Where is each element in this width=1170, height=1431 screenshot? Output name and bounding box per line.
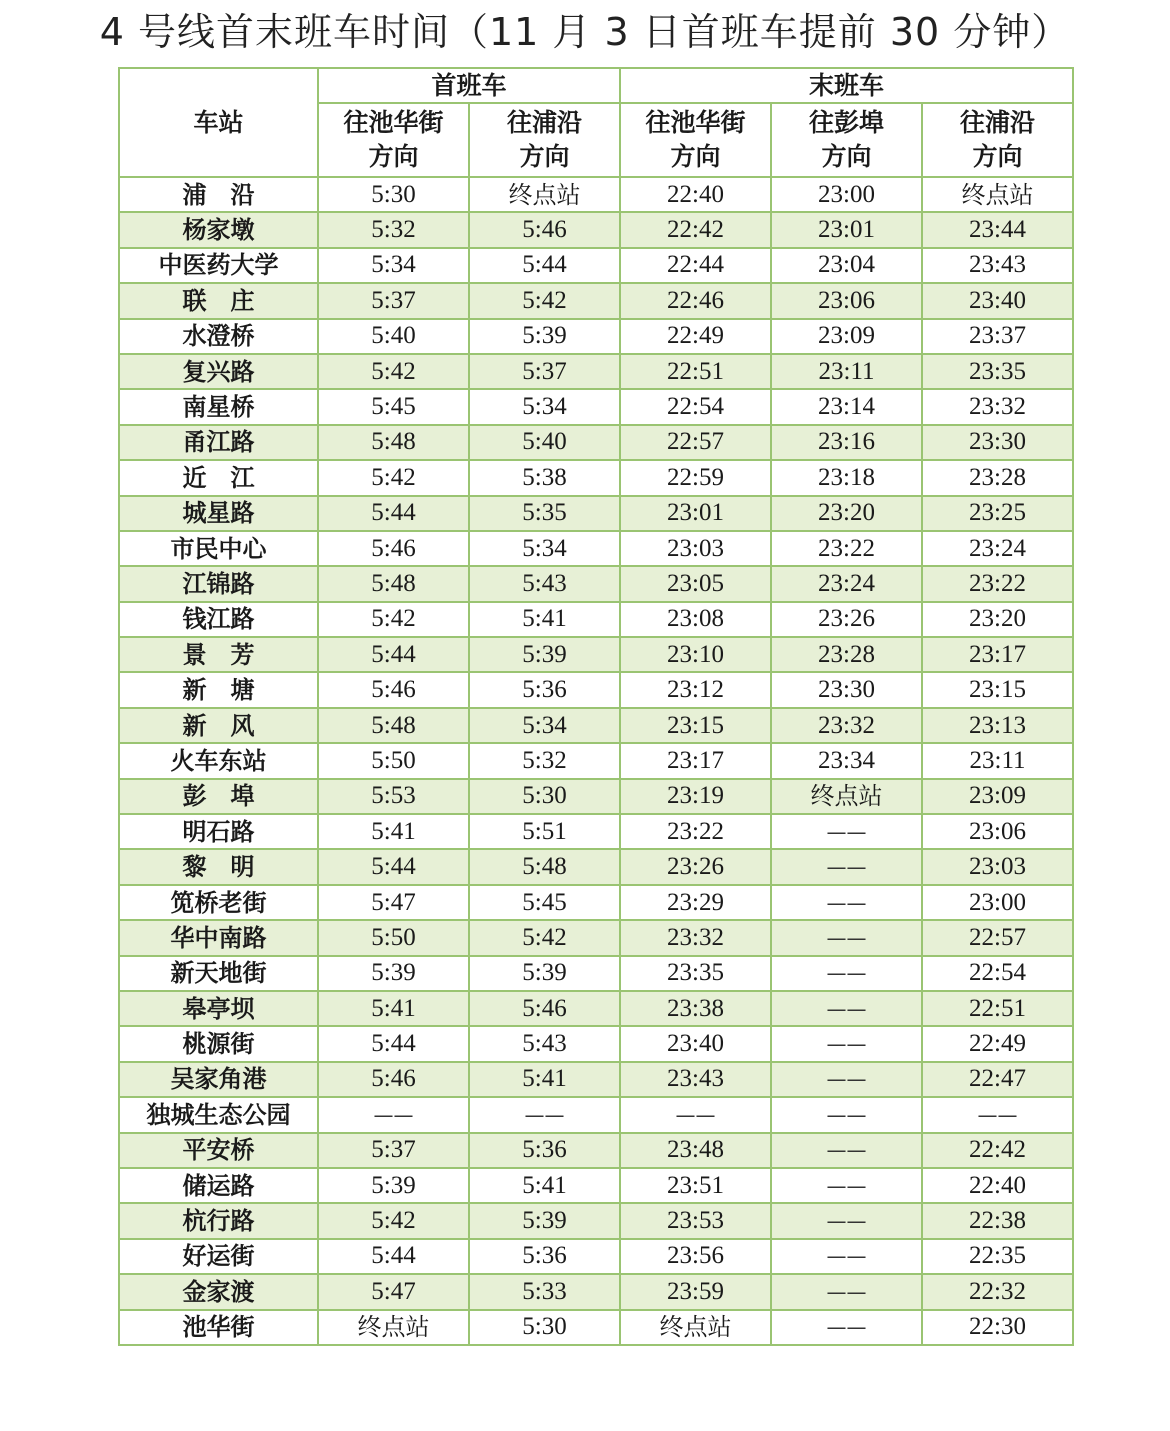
first-to-puyan-time: 5:48 — [469, 849, 620, 884]
first-to-puyan-time: 5:38 — [469, 460, 620, 495]
station-name: 中医药大学 — [119, 248, 318, 283]
last-to-puyan-time: 23:44 — [922, 212, 1073, 247]
direction-line: 往池华街 — [645, 108, 746, 137]
last-to-chihuajie-time: 22:49 — [620, 319, 771, 354]
station-name: 景 芳 — [119, 637, 318, 672]
last-to-puyan-time: 23:20 — [922, 602, 1073, 637]
station-name: 江锦路 — [119, 566, 318, 601]
first-to-chihuajie-time: 5:44 — [318, 496, 469, 531]
last-to-chihuajie-time: 终点站 — [620, 1310, 771, 1345]
last-to-chihuajie-time: 22:51 — [620, 354, 771, 389]
table-row — [119, 425, 1073, 460]
last-to-pengbu-time: 23:06 — [771, 283, 922, 318]
first-to-chihuajie-time: 5:44 — [318, 849, 469, 884]
last-to-chihuajie-time: 23:43 — [620, 1062, 771, 1097]
last-to-pengbu-time: —— — [771, 1133, 922, 1168]
last-to-pengbu-time: 23:34 — [771, 743, 922, 778]
first-to-puyan-time: 5:32 — [469, 743, 620, 778]
table-row — [119, 814, 1073, 849]
last-to-puyan-time: 23:13 — [922, 708, 1073, 743]
last-to-puyan-time: 23:25 — [922, 496, 1073, 531]
last-to-chihuajie-time: 23:32 — [620, 920, 771, 955]
last-to-pengbu-time: —— — [771, 956, 922, 991]
first-to-chihuajie-time: 5:44 — [318, 1239, 469, 1274]
last-to-pengbu-time: 23:01 — [771, 212, 922, 247]
first-to-chihuajie-time: 5:42 — [318, 460, 469, 495]
last-to-chihuajie-time: 22:59 — [620, 460, 771, 495]
table-row — [119, 1133, 1073, 1168]
table-row — [119, 991, 1073, 1026]
last-to-puyan-time: 22:30 — [922, 1310, 1073, 1345]
direction-suffix: 方向 — [519, 142, 570, 171]
last-to-chihuajie-time: 23:51 — [620, 1168, 771, 1203]
table-row — [119, 1310, 1073, 1345]
last-to-pengbu-time: 23:09 — [771, 319, 922, 354]
last-to-pengbu-time: 23:18 — [771, 460, 922, 495]
last-to-chihuajie-time: 23:03 — [620, 531, 771, 566]
table-row — [119, 496, 1073, 531]
first-to-chihuajie-time: 终点站 — [318, 1310, 469, 1345]
first-to-chihuajie-time: 5:37 — [318, 1133, 469, 1168]
first-to-chihuajie-time: 5:53 — [318, 779, 469, 814]
last-to-puyan-time: 22:57 — [922, 920, 1073, 955]
last-to-chihuajie-time: 23:12 — [620, 672, 771, 707]
first-to-chihuajie-time: 5:45 — [318, 389, 469, 424]
table-row — [119, 248, 1073, 283]
table-row — [119, 920, 1073, 955]
last-to-puyan-time: 23:22 — [922, 566, 1073, 601]
last-to-pengbu-time: —— — [771, 1062, 922, 1097]
table-row — [119, 885, 1073, 920]
table-row — [119, 1239, 1073, 1274]
first-to-chihuajie-time: 5:48 — [318, 425, 469, 460]
last-to-puyan-time: 23:35 — [922, 354, 1073, 389]
station-name: 南星桥 — [119, 389, 318, 424]
station-name: 城星路 — [119, 496, 318, 531]
first-to-puyan-time: —— — [469, 1097, 620, 1132]
table-row — [119, 1274, 1073, 1309]
first-to-chihuajie-time: 5:42 — [318, 1203, 469, 1238]
station-name: 笕桥老街 — [119, 885, 318, 920]
first-to-chihuajie-time: 5:39 — [318, 1168, 469, 1203]
last-to-pengbu-time: —— — [771, 991, 922, 1026]
first-to-puyan-header — [469, 103, 620, 177]
first-to-puyan-time: 5:43 — [469, 1026, 620, 1061]
last-to-puyan-time: 22:47 — [922, 1062, 1073, 1097]
first-to-chihuajie-time: 5:41 — [318, 814, 469, 849]
station-name: 新天地街 — [119, 956, 318, 991]
last-to-chihuajie-time: 23:38 — [620, 991, 771, 1026]
last-to-puyan-time: 22:42 — [922, 1133, 1073, 1168]
first-to-puyan-time: 5:34 — [469, 389, 620, 424]
last-to-pengbu-time: —— — [771, 920, 922, 955]
first-to-puyan-time: 5:33 — [469, 1274, 620, 1309]
last-to-puyan-time: 22:51 — [922, 991, 1073, 1026]
first-to-chihuajie-time: 5:44 — [318, 637, 469, 672]
last-to-chihuajie-time: 23:15 — [620, 708, 771, 743]
first-to-chihuajie-time: 5:50 — [318, 743, 469, 778]
first-to-puyan-time: 5:41 — [469, 1062, 620, 1097]
last-to-pengbu-time: 23:30 — [771, 672, 922, 707]
first-to-puyan-time: 5:34 — [469, 531, 620, 566]
last-to-puyan-time: 23:43 — [922, 248, 1073, 283]
table-row — [119, 389, 1073, 424]
first-to-chihuajie-time: —— — [318, 1097, 469, 1132]
timetable — [118, 67, 1074, 1346]
first-to-chihuajie-time: 5:47 — [318, 1274, 469, 1309]
last-to-chihuajie-header — [620, 103, 771, 177]
last-to-pengbu-time: —— — [771, 1026, 922, 1061]
last-to-chihuajie-time: 22:40 — [620, 177, 771, 212]
table-row — [119, 743, 1073, 778]
last-to-chihuajie-time: 22:46 — [620, 283, 771, 318]
table-row — [119, 602, 1073, 637]
station-name: 杨家墩 — [119, 212, 318, 247]
first-to-puyan-time: 5:44 — [469, 248, 620, 283]
first-to-chihuajie-time: 5:42 — [318, 354, 469, 389]
last-to-pengbu-time: —— — [771, 1097, 922, 1132]
direction-suffix: 方向 — [972, 142, 1023, 171]
first-to-puyan-time: 5:34 — [469, 708, 620, 743]
first-to-chihuajie-time: 5:39 — [318, 956, 469, 991]
first-to-chihuajie-header — [318, 103, 469, 177]
last-to-pengbu-time: —— — [771, 1203, 922, 1238]
table-row — [119, 566, 1073, 601]
station-name: 皋亭坝 — [119, 991, 318, 1026]
last-to-puyan-time: 终点站 — [922, 177, 1073, 212]
station-name: 火车东站 — [119, 743, 318, 778]
last-to-pengbu-time: —— — [771, 1310, 922, 1345]
station-name: 市民中心 — [119, 531, 318, 566]
station-name: 钱江路 — [119, 602, 318, 637]
table-row — [119, 460, 1073, 495]
station-name: 明石路 — [119, 814, 318, 849]
first-to-puyan-time: 5:36 — [469, 1133, 620, 1168]
first-to-puyan-time: 5:41 — [469, 1168, 620, 1203]
first-to-puyan-time: 5:39 — [469, 319, 620, 354]
table-row — [119, 354, 1073, 389]
last-to-puyan-time: 22:32 — [922, 1274, 1073, 1309]
first-to-puyan-time: 5:42 — [469, 920, 620, 955]
direction-suffix: 方向 — [821, 142, 872, 171]
page-title: 4 号线首末班车时间（11 月 3 日首班车提前 30 分钟） — [99, 10, 1071, 54]
last-to-chihuajie-time: 23:17 — [620, 743, 771, 778]
first-to-puyan-time: 5:39 — [469, 1203, 620, 1238]
direction-suffix: 方向 — [368, 142, 419, 171]
last-to-pengbu-time: 23:04 — [771, 248, 922, 283]
last-to-puyan-header — [922, 103, 1073, 177]
last-to-puyan-time: 23:03 — [922, 849, 1073, 884]
last-to-puyan-time: 23:32 — [922, 389, 1073, 424]
last-to-pengbu-time: 23:20 — [771, 496, 922, 531]
last-to-chihuajie-time: 23:29 — [620, 885, 771, 920]
last-to-chihuajie-time: 23:05 — [620, 566, 771, 601]
first-to-puyan-time: 5:39 — [469, 637, 620, 672]
last-to-pengbu-time: —— — [771, 1239, 922, 1274]
first-to-puyan-time: 5:30 — [469, 1310, 620, 1345]
station-name: 金家渡 — [119, 1274, 318, 1309]
last-to-pengbu-time: 23:32 — [771, 708, 922, 743]
direction-suffix: 方向 — [670, 142, 721, 171]
first-to-chihuajie-time: 5:40 — [318, 319, 469, 354]
last-to-pengbu-time: 23:11 — [771, 354, 922, 389]
last-to-pengbu-time: 终点站 — [771, 779, 922, 814]
station-name: 桃源街 — [119, 1026, 318, 1061]
first-to-chihuajie-time: 5:41 — [318, 991, 469, 1026]
last-to-puyan-time: 22:38 — [922, 1203, 1073, 1238]
last-to-pengbu-time: 23:00 — [771, 177, 922, 212]
last-to-chihuajie-time: 23:01 — [620, 496, 771, 531]
station-name: 吴家角港 — [119, 1062, 318, 1097]
station-name: 甬江路 — [119, 425, 318, 460]
table-row — [119, 177, 1073, 212]
last-to-pengbu-time: 23:14 — [771, 389, 922, 424]
last-to-puyan-time: 22:40 — [922, 1168, 1073, 1203]
first-to-chihuajie-time: 5:46 — [318, 1062, 469, 1097]
first-to-chihuajie-time: 5:34 — [318, 248, 469, 283]
last-to-chihuajie-time: —— — [620, 1097, 771, 1132]
last-to-chihuajie-time: 23:26 — [620, 849, 771, 884]
last-to-pengbu-time: —— — [771, 1168, 922, 1203]
last-to-chihuajie-time: 23:35 — [620, 956, 771, 991]
station-column-header: 车站 — [119, 68, 318, 177]
station-name: 彭 埠 — [119, 779, 318, 814]
direction-line: 往彭埠 — [809, 108, 885, 137]
direction-line: 往浦沿 — [507, 108, 583, 137]
last-to-puyan-time: 23:28 — [922, 460, 1073, 495]
table-row — [119, 672, 1073, 707]
first-to-chihuajie-time: 5:46 — [318, 672, 469, 707]
first-to-puyan-time: 5:40 — [469, 425, 620, 460]
last-to-puyan-time: 23:24 — [922, 531, 1073, 566]
last-to-puyan-time: 22:54 — [922, 956, 1073, 991]
last-to-pengbu-time: —— — [771, 849, 922, 884]
first-to-chihuajie-time: 5:48 — [318, 708, 469, 743]
first-to-puyan-time: 5:36 — [469, 672, 620, 707]
station-name: 新 风 — [119, 708, 318, 743]
station-name: 储运路 — [119, 1168, 318, 1203]
direction-line: 往池华街 — [343, 108, 444, 137]
table-row — [119, 637, 1073, 672]
station-name: 复兴路 — [119, 354, 318, 389]
last-to-puyan-time: 22:49 — [922, 1026, 1073, 1061]
last-to-pengbu-time: 23:22 — [771, 531, 922, 566]
last-to-pengbu-time: 23:24 — [771, 566, 922, 601]
last-to-chihuajie-time: 23:53 — [620, 1203, 771, 1238]
last-to-chihuajie-time: 22:54 — [620, 389, 771, 424]
timetable-body — [119, 177, 1073, 1345]
last-to-chihuajie-time: 23:56 — [620, 1239, 771, 1274]
table-row — [119, 212, 1073, 247]
last-to-chihuajie-time: 23:48 — [620, 1133, 771, 1168]
last-to-chihuajie-time: 23:10 — [620, 637, 771, 672]
table-row — [119, 319, 1073, 354]
last-to-puyan-time: 23:40 — [922, 283, 1073, 318]
last-to-chihuajie-time: 23:08 — [620, 602, 771, 637]
last-to-pengbu-header — [771, 103, 922, 177]
last-to-puyan-time: 23:15 — [922, 672, 1073, 707]
station-name: 好运街 — [119, 1239, 318, 1274]
station-name: 池华街 — [119, 1310, 318, 1345]
table-row — [119, 849, 1073, 884]
last-to-pengbu-time: —— — [771, 1274, 922, 1309]
station-name: 新 塘 — [119, 672, 318, 707]
first-to-puyan-time: 5:39 — [469, 956, 620, 991]
table-row — [119, 1026, 1073, 1061]
station-name: 浦 沿 — [119, 177, 318, 212]
last-to-chihuajie-time: 22:44 — [620, 248, 771, 283]
station-name: 水澄桥 — [119, 319, 318, 354]
first-to-chihuajie-time: 5:48 — [318, 566, 469, 601]
first-to-chihuajie-time: 5:47 — [318, 885, 469, 920]
last-to-puyan-time: 23:37 — [922, 319, 1073, 354]
first-to-chihuajie-time: 5:30 — [318, 177, 469, 212]
last-to-puyan-time: 23:09 — [922, 779, 1073, 814]
table-row — [119, 1062, 1073, 1097]
last-to-puyan-time: 23:06 — [922, 814, 1073, 849]
timetable-header — [119, 68, 1073, 177]
first-to-chihuajie-time: 5:32 — [318, 212, 469, 247]
first-to-puyan-time: 5:43 — [469, 566, 620, 601]
first-to-puyan-time: 5:37 — [469, 354, 620, 389]
station-name: 联 庄 — [119, 283, 318, 318]
last-to-puyan-time: 22:35 — [922, 1239, 1073, 1274]
last-to-pengbu-time: 23:28 — [771, 637, 922, 672]
first-to-puyan-time: 5:36 — [469, 1239, 620, 1274]
station-name: 华中南路 — [119, 920, 318, 955]
table-row — [119, 779, 1073, 814]
station-name: 黎 明 — [119, 849, 318, 884]
station-name: 独城生态公园 — [119, 1097, 318, 1132]
first-to-puyan-time: 5:30 — [469, 779, 620, 814]
table-row — [119, 1097, 1073, 1132]
station-name: 近 江 — [119, 460, 318, 495]
direction-line: 往浦沿 — [960, 108, 1036, 137]
last-to-chihuajie-time: 23:59 — [620, 1274, 771, 1309]
first-to-chihuajie-time: 5:50 — [318, 920, 469, 955]
last-to-puyan-time: 23:11 — [922, 743, 1073, 778]
last-to-puyan-time: 23:00 — [922, 885, 1073, 920]
last-to-chihuajie-time: 23:19 — [620, 779, 771, 814]
last-to-chihuajie-time: 22:57 — [620, 425, 771, 460]
last-to-puyan-time: —— — [922, 1097, 1073, 1132]
first-to-chihuajie-time: 5:37 — [318, 283, 469, 318]
first-to-puyan-time: 终点站 — [469, 177, 620, 212]
first-to-puyan-time: 5:42 — [469, 283, 620, 318]
last-to-pengbu-time: —— — [771, 814, 922, 849]
first-to-puyan-time: 5:45 — [469, 885, 620, 920]
last-train-header: 末班车 — [620, 68, 1073, 103]
first-train-header: 首班车 — [318, 68, 620, 103]
last-to-pengbu-time: —— — [771, 885, 922, 920]
first-to-puyan-time: 5:51 — [469, 814, 620, 849]
table-row — [119, 531, 1073, 566]
last-to-pengbu-time: 23:26 — [771, 602, 922, 637]
table-row — [119, 956, 1073, 991]
table-row — [119, 1203, 1073, 1238]
last-to-chihuajie-time: 23:22 — [620, 814, 771, 849]
last-to-chihuajie-time: 23:40 — [620, 1026, 771, 1061]
last-to-chihuajie-time: 22:42 — [620, 212, 771, 247]
table-row — [119, 1168, 1073, 1203]
last-to-puyan-time: 23:30 — [922, 425, 1073, 460]
station-name: 平安桥 — [119, 1133, 318, 1168]
last-to-puyan-time: 23:17 — [922, 637, 1073, 672]
first-to-chihuajie-time: 5:46 — [318, 531, 469, 566]
first-to-chihuajie-time: 5:44 — [318, 1026, 469, 1061]
table-row — [119, 283, 1073, 318]
first-to-puyan-time: 5:41 — [469, 602, 620, 637]
last-to-pengbu-time: 23:16 — [771, 425, 922, 460]
first-to-chihuajie-time: 5:42 — [318, 602, 469, 637]
station-name: 杭行路 — [119, 1203, 318, 1238]
first-to-puyan-time: 5:35 — [469, 496, 620, 531]
table-row — [119, 708, 1073, 743]
first-to-puyan-time: 5:46 — [469, 212, 620, 247]
first-to-puyan-time: 5:46 — [469, 991, 620, 1026]
